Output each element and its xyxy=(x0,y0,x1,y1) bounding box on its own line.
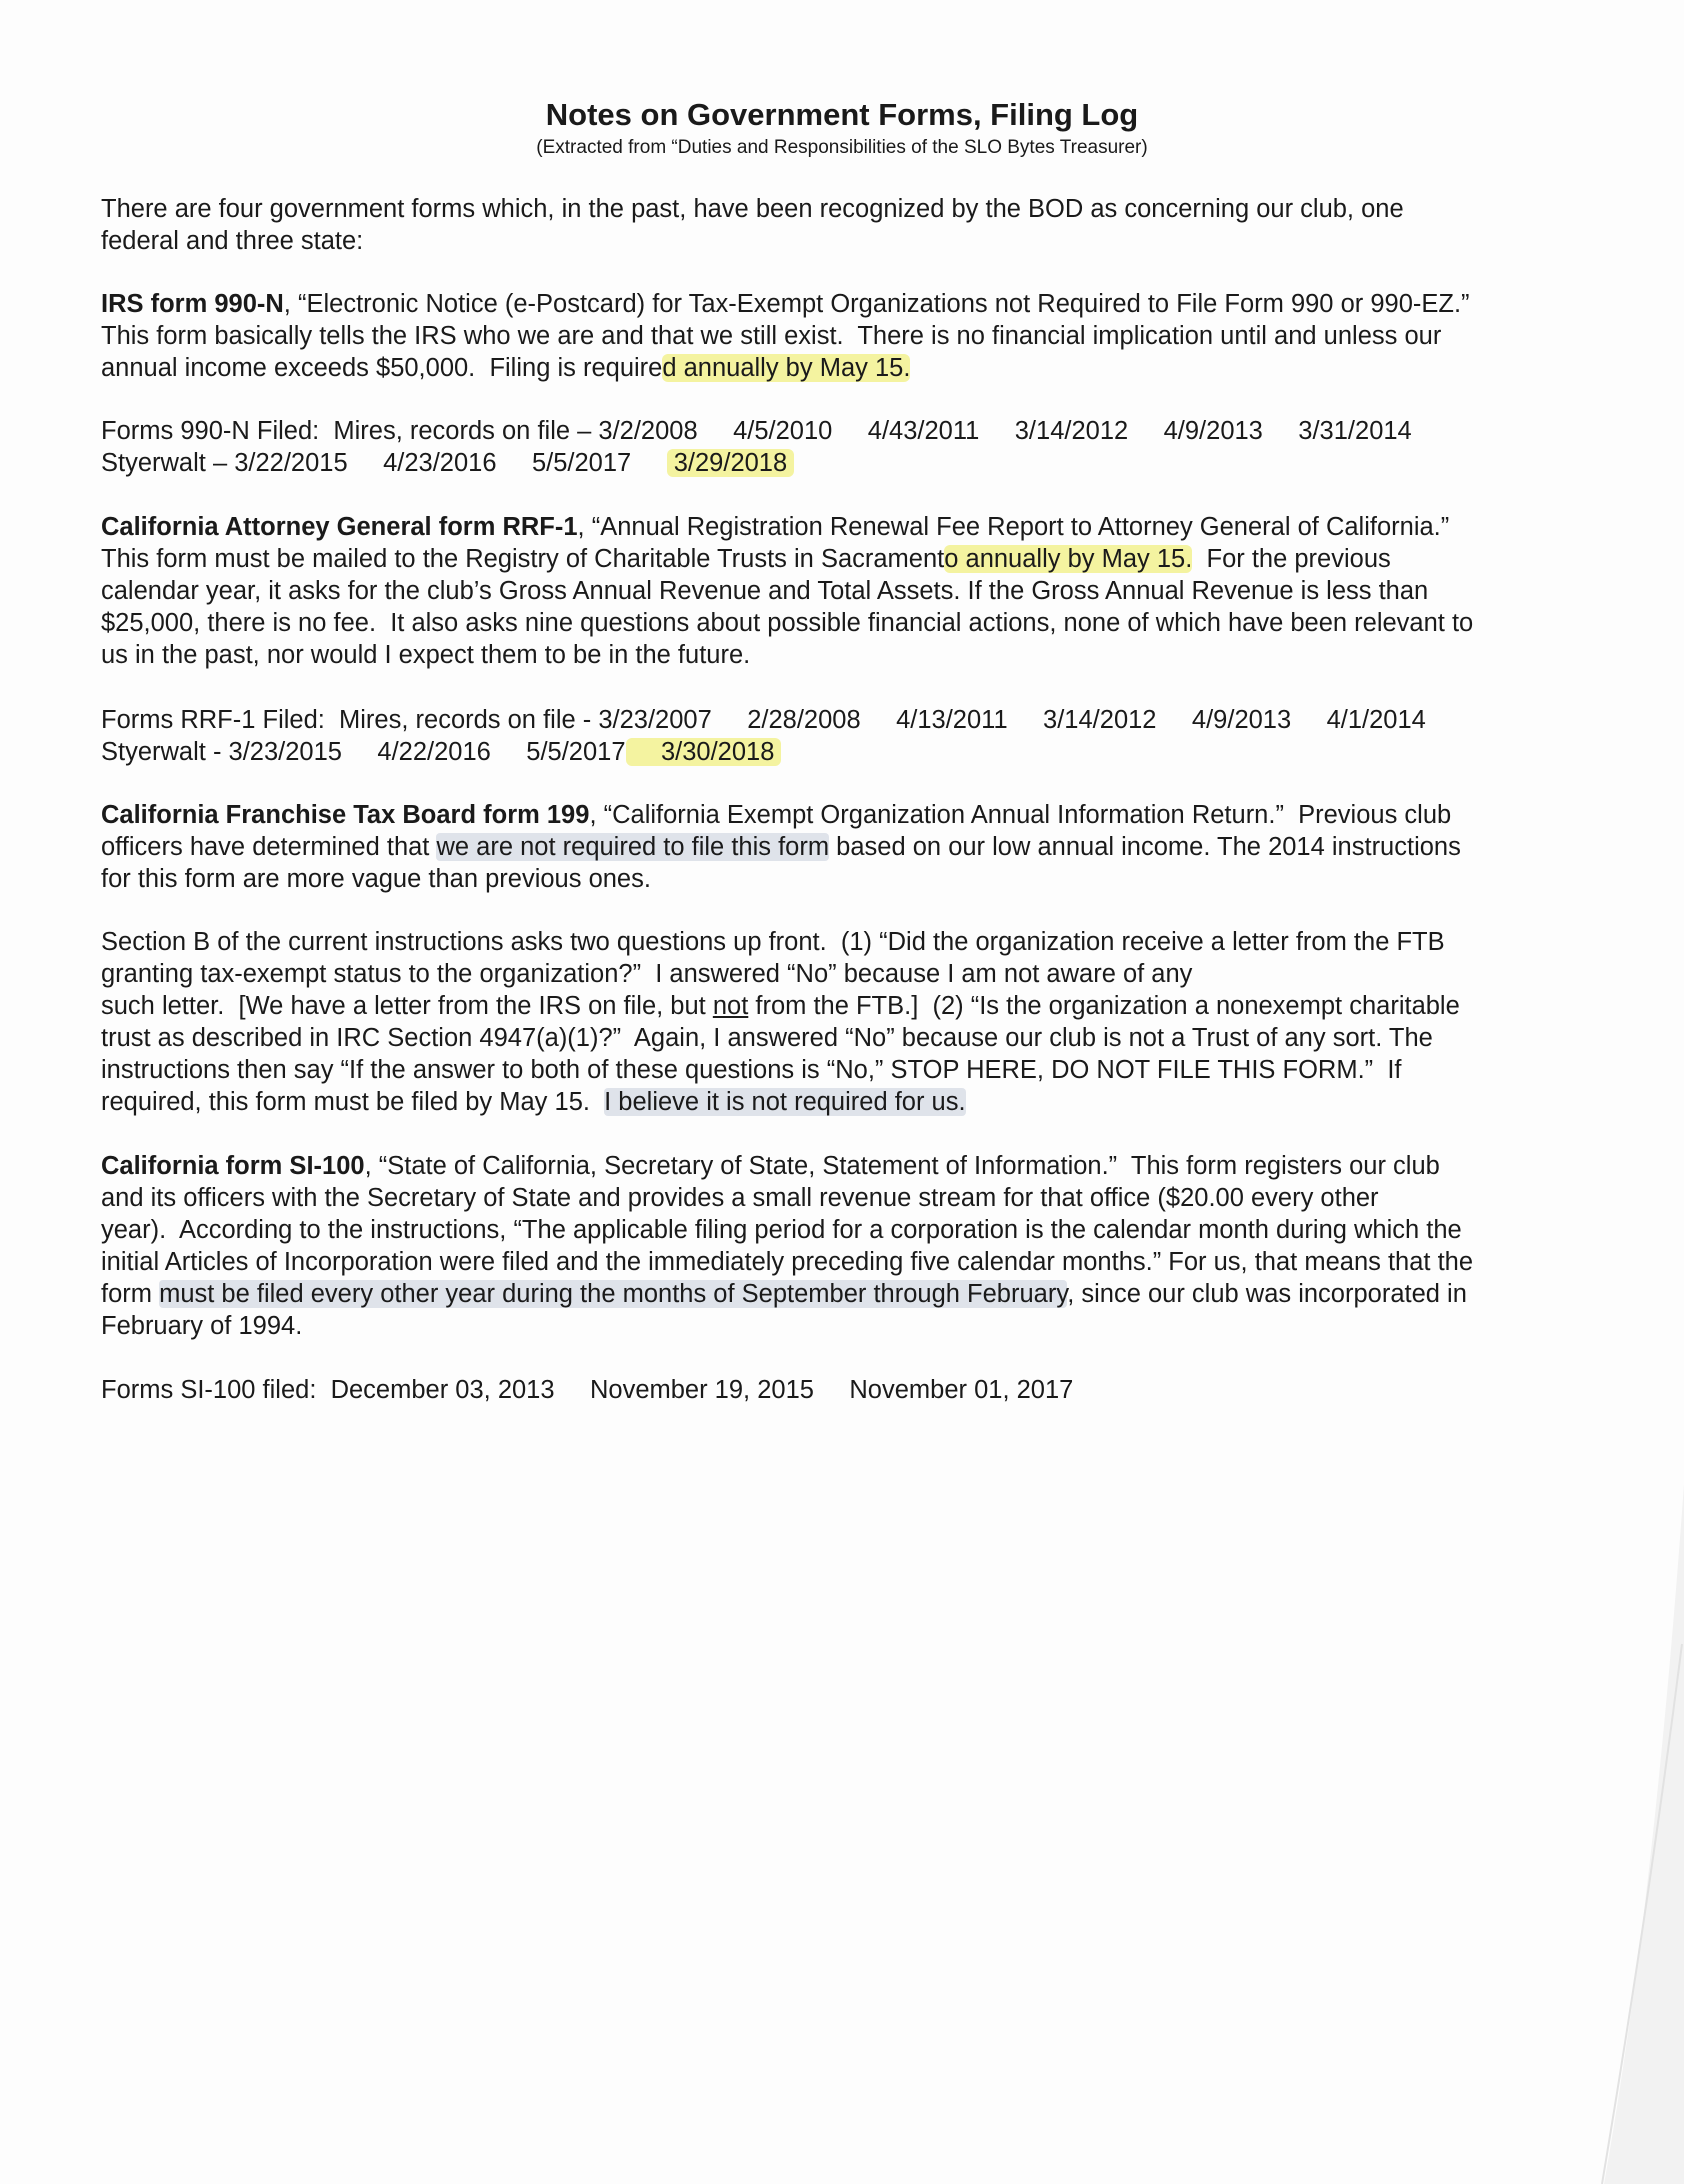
text-segment: based on our low annual income. The 2014 instructions xyxy=(829,833,1461,861)
si100-paragraph xyxy=(101,1150,1601,1342)
text-segment: form xyxy=(101,1280,160,1308)
section-b-paragraph xyxy=(101,926,1601,1118)
text-line: There are four government forms which, in the past, have been recognized by the BOD as concerning our club, one xyxy=(101,195,1404,223)
text-line: us in the past, nor would I expect them to be in the future. xyxy=(101,641,751,669)
si100-filing-log xyxy=(101,1374,1601,1406)
text-line: Forms SI-100 filed: December 03, 2013 November 19, 2015 November 01, 2017 xyxy=(101,1376,1074,1404)
text-line: Section B of the current instructions asks two questions up front. (1) “Did the organization receive a letter from the FTB xyxy=(101,928,1445,956)
text-segment: officers have determined that xyxy=(101,833,437,861)
text-line: February of 1994. xyxy=(101,1312,303,1340)
text-line: calendar year, it asks for the club’s Gross Annual Revenue and Total Assets. If the Gross Annual Revenue is less than xyxy=(101,577,1429,605)
text-segment: , “Electronic Notice (e-Postcard) for Tax-Exempt Organizations not Required to File Form 990 or 990-EZ.” xyxy=(283,290,1470,318)
text-segment: , “State of California, Secretary of State, Statement of Information.” This form registers our club xyxy=(364,1152,1440,1180)
page-fold-shadow xyxy=(1484,1484,1684,2184)
text-segment: such letter. [We have a letter from the IRS on file, but xyxy=(101,992,713,1020)
underlined-text: not xyxy=(712,992,749,1020)
highlighted-text: I believe it is not required for us. xyxy=(604,1088,966,1116)
text-segment: annual income exceeds $50,000. Filing is require xyxy=(101,354,663,382)
text-line: year). According to the instructions, “The applicable filing period for a corporation is the calendar month during which the xyxy=(101,1216,1462,1244)
text-line: for this form are more vague than previous ones. xyxy=(101,865,651,893)
text-line: federal and three state: xyxy=(101,227,364,255)
highlighted-text: must be filed every other year during the months of September through February xyxy=(159,1280,1068,1308)
text-line: $25,000, there is no fee. It also asks nine questions about possible financial actions, none of which have been relevant to xyxy=(101,609,1474,637)
text-segment: , “Annual Registration Renewal Fee Report to Attorney General of California.” xyxy=(577,513,1450,541)
text-segment: Styerwalt – 3/22/2015 4/23/2016 5/5/2017 xyxy=(101,449,667,477)
ftb-199-paragraph xyxy=(101,799,1601,895)
page-title: Notes on Government Forms, Filing Log xyxy=(545,97,1139,132)
highlighted-text: o annually by May 15. xyxy=(944,545,1193,573)
irs-990n-filing-log xyxy=(101,415,1601,479)
text-segment: For the previous xyxy=(1192,545,1391,573)
text-line: This form basically tells the IRS who we are and that we still exist. There is no financial implication until and unless our xyxy=(101,322,1442,350)
section-heading: California Franchise Tax Board form 199 xyxy=(101,801,590,829)
text-line: Forms 990-N Filed: Mires, records on file – 3/2/2008 4/5/2010 4/43/2011 3/14/2012 4/9/2013 3/31/2014 xyxy=(101,417,1412,445)
section-heading: IRS form 990-N xyxy=(101,290,284,318)
highlighted-date: 3/29/2018 xyxy=(666,449,795,477)
text-line: trust as described in IRC Section 4947(a)(1)?” Again, I answered “No” because our club is not a Trust of any sort. The xyxy=(101,1024,1433,1052)
text-segment: from the FTB.] (2) “Is the organization a nonexempt charitable xyxy=(748,992,1460,1020)
highlighted-text: d annually by May 15. xyxy=(662,354,911,382)
intro-paragraph xyxy=(101,193,1601,257)
highlighted-text: we are not required to file this form xyxy=(436,833,830,861)
rrf1-paragraph xyxy=(101,511,1601,671)
text-segment: Styerwalt - 3/23/2015 4/22/2016 5/5/2017 xyxy=(101,738,626,766)
text-segment: This form must be mailed to the Registry of Charitable Trusts in Sacrament xyxy=(101,545,945,573)
text-segment: , since our club was incorporated in xyxy=(1067,1280,1467,1308)
section-heading: California Attorney General form RRF-1 xyxy=(101,513,578,541)
text-line: instructions then say “If the answer to both of these questions is “No,” STOP HERE, DO NOT FILE THIS FORM.” If xyxy=(101,1056,1402,1084)
text-line: initial Articles of Incorporation were filed and the immediately preceding five calendar months.” For us, that means that the xyxy=(101,1248,1474,1276)
text-line: Forms RRF-1 Filed: Mires, records on file - 3/23/2007 2/28/2008 4/13/2011 3/14/2012 4/9/2013 4/1/2014 xyxy=(101,706,1426,734)
rrf1-filing-log xyxy=(101,704,1601,768)
text-segment: required, this form must be filed by May 15. xyxy=(101,1088,605,1116)
page-subtitle: (Extracted from “Duties and Responsibilities of the SLO Bytes Treasurer) xyxy=(536,137,1148,158)
highlighted-date: 3/30/2018 xyxy=(625,738,782,766)
text-line: granting tax-exempt status to the organization?” I answered “No” because I am not aware of any xyxy=(101,960,1193,988)
irs-990n-paragraph xyxy=(101,288,1601,384)
text-segment: , “California Exempt Organization Annual Information Return.” Previous club xyxy=(589,801,1452,829)
text-line: and its officers with the Secretary of State and provides a small revenue stream for that office ($20.00 every other xyxy=(101,1184,1379,1212)
section-heading: California form SI-100 xyxy=(101,1152,365,1180)
